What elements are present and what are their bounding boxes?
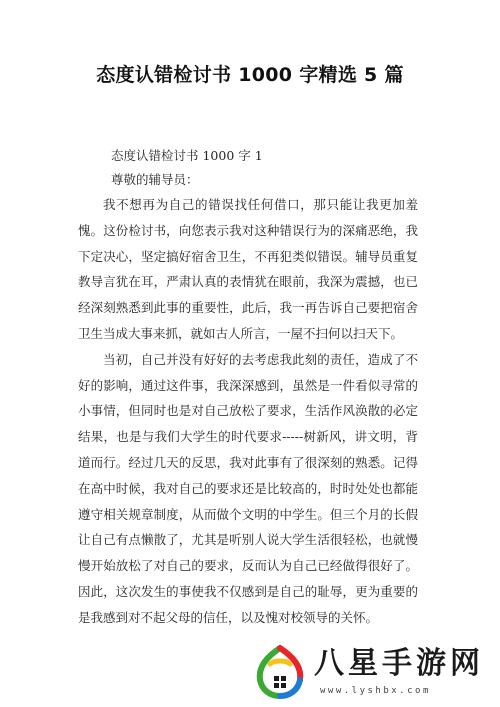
site-url: www.lyshbx.com [320, 686, 431, 696]
body-text [78, 192, 418, 631]
site-name: 八星手游网 [314, 646, 484, 681]
site-logo-icon [250, 642, 310, 702]
paragraph: 我不想再为自己的错误找任何借口，那只能让我更加羞愧。这份检讨书，向您表示我对这种错误行为的深痛恶绝，我下定决心，坚定搞好宿舍卫生，不再犯类似错误。辅导员重复教导言犹在耳，严肃认真的表情犹在眼前，我深为震撼，也已经深刻熟悉到此事的重要性，此后，我一再告诉自己要把宿舍卫生当成大事来抓，就如古人所言，一屋不扫何以扫天下。 [78, 197, 418, 341]
site-watermark [250, 642, 500, 702]
page-title: 态度认错检讨书 1000 字精选 5 篇 [96, 64, 404, 86]
paragraph: 当初，自己并没有好好的去考虑我此刻的责任，造成了不好的影响，通过这件事，我深深感到，虽然是一件看似寻常的小事情，但同时也是对自己放松了要求，生活作风涣散的必定结果，也是与我们大学生的时代要求-----树新风，讲文明，背道而行。经过几天的反思，我对此事有了很深刻的熟悉。记得在高中时候，我对自己的要求还是比较高的，时时处处也都能遵守相关规章制度，从而做个文明的中学生。但三个月的长假让自己有点懒散了，尤其是听别人说大学生活很轻松，也就慢慢开始放松了对自己的要求，反而认为自己已经做得很好了。因此，这次发生的事使我不仅感到是自己的耻辱，更为重要的是我感到对不起父母的信任，以及愧对校领导的关怀。 [78, 351, 418, 625]
section-subtitle: 态度认错检讨书 1000 字 1 [111, 148, 263, 163]
salutation: 尊敬的辅导员： [111, 172, 199, 187]
